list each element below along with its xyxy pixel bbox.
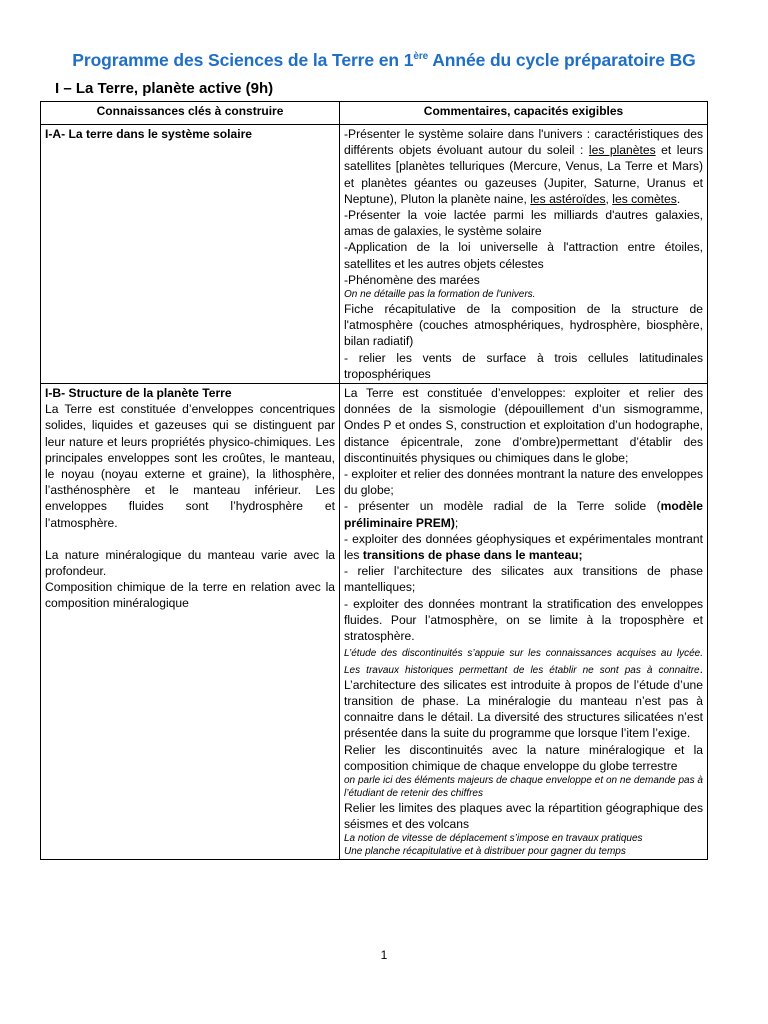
- asteroids-term: les astéroïdes: [530, 191, 606, 206]
- row-a-comments: [340, 125, 708, 384]
- row-b-comments: [340, 384, 708, 860]
- table-row-a: [41, 125, 708, 384]
- row-a-p1: -Présenter le système solaire dans l'univers : caractéristiques des différents objets évoluant autour du soleil : les planètes et leurs satellites [planètes telluriques (Mercure, Venus, La Terre et Mars) et planètes géantes ou gazeuses (Jupiter, Saturne, Uranus et Neptune), Pluton la planète naine, les astéroïdes, les comètes.: [344, 127, 703, 206]
- row-b-r5: - relier l’architecture des silicates aux transitions de phase mantelliques;: [344, 564, 703, 595]
- row-b-r6: - exploiter des données montrant la stratification des enveloppes fluides. Pour l’atmosphère, on se limite à la troposphère et stratosphère.: [344, 596, 703, 644]
- row-a-knowledge: [41, 125, 340, 384]
- row-a-title: I-A- La terre dans le système solaire: [45, 127, 253, 141]
- row-b-r3: - présenter un modèle radial de la Terre solide (modèle préliminaire PREM);: [344, 499, 703, 530]
- row-b-r11-note: La notion de vitesse de déplacement s’impose en travaux pratiques: [344, 833, 643, 845]
- row-b-spacer: [45, 531, 335, 547]
- table-header-row: [41, 102, 708, 125]
- row-b-r7-note: L’étude des discontinuités s’appuie sur les connaissances acquises au lycée. Les travaux historiques permettant de les établir ne sont pas à connaitre: [344, 648, 703, 676]
- phase-transitions: transitions de phase dans le manteau;: [362, 548, 583, 563]
- comets-term: les comètes: [612, 191, 677, 206]
- row-b-r2: - exploiter et relier des données montrant la nature des enveloppes du globe;: [344, 467, 703, 498]
- title-main: Programme des Sciences de la Terre en 1: [72, 50, 414, 70]
- program-table: [40, 101, 708, 860]
- row-b-r10: Relier les limites des plaques avec la répartition géographique des séismes et des volcans: [344, 800, 703, 832]
- row-b-knowledge: [41, 384, 340, 860]
- row-a-p6: - relier les vents de surface à trois cellules latitudinales troposphériques: [344, 350, 703, 381]
- row-b-left-p2: La nature minéralogique du manteau varie avec la profondeur.: [45, 547, 335, 579]
- row-b-r8: Relier les discontinuités avec la nature minéralogique et la composition chimique de chaque enveloppe du globe terrestre: [344, 742, 703, 773]
- title-rest: Année du cycle préparatoire BG: [428, 50, 696, 70]
- row-b-r12-note: Une planche récapitulative et à distribuer pour gagner du temps: [344, 846, 626, 858]
- row-a-p2: -Présenter la voie lactée parmi les milliards d'autres galaxies, amas de galaxies, le système solaire: [344, 208, 703, 239]
- row-b-r9-note: on parle ici des éléments majeurs de chaque enveloppe et on ne demande pas à l’étudiant de retenir des chiffres: [344, 774, 703, 799]
- table-row-b: [41, 384, 708, 860]
- col1-header: Connaissances clés à construire: [41, 102, 340, 125]
- row-b-r1: La Terre est constituée d’enveloppes: exploiter et relier des données de la sismologie (dépouillement d’un sismogramme, Ondes P et ondes S, construction et exploitation d’un hodographe, distance épicentrale, zone d’ombre)permettant d’établir des discontinuités physiques ou chimiques dans le globe;: [344, 386, 703, 465]
- row-b-r7: L’étude des discontinuités s’appuie sur les connaissances acquises au lycée. Les travaux historiques permettant de les établir ne sont pas à connaitre. L’architecture des silicates est introduite à propos de l’étude d’une transition de phase. La minéralogie du manteau n’est pas à connaitre dans le détail. La diversité des structures silicatées n’est présentée dans la suite du programme que lorsque l’item l’exige.: [344, 648, 703, 741]
- page-number: 1: [380, 948, 388, 962]
- row-b-title: I-B- Structure de la planète Terre: [45, 386, 232, 401]
- title-superscript: ère: [413, 51, 429, 62]
- row-a-p5: Fiche récapitulative de la composition de la structure de l'atmosphère (couches atmosphériques, hydrosphère, biosphère, bilan radiatif): [344, 302, 703, 349]
- row-a-p3: -Application de la loi universelle à l'attraction entre étoiles, satellites et les autres objets célestes: [344, 240, 703, 271]
- row-b-r4: - exploiter des données géophysiques et expérimentales montrant les transitions de phase dans le manteau;: [344, 531, 703, 563]
- row-a-note: On ne détaille pas la formation de l'univers.: [344, 289, 536, 301]
- row-b-left-p3: Composition chimique de la terre en relation avec la composition minéralogique: [45, 580, 335, 611]
- planets-term: les planètes: [588, 143, 656, 158]
- document-title: [0, 50, 768, 71]
- prem-model: modèle préliminaire PREM): [344, 499, 703, 530]
- row-a-p4: -Phénomène des marées: [344, 272, 480, 287]
- row-b-left-p1: La Terre est constituée d’enveloppes concentriques solides, liquides et gazeuses qui se distinguent par leur nature et leurs propriétés physico-chimiques. Les principales enveloppes sont les croûtes, le manteau, le noyau (noyau externe et graine), la lithosphère, l’asthénosphère et le manteau inférieur. Les enveloppes fluides sont l’hydrosphère et l’atmosphère.: [45, 402, 335, 530]
- section-heading: I – La Terre, planète active (9h): [55, 80, 274, 97]
- col2-header: Commentaires, capacités exigibles: [340, 102, 708, 125]
